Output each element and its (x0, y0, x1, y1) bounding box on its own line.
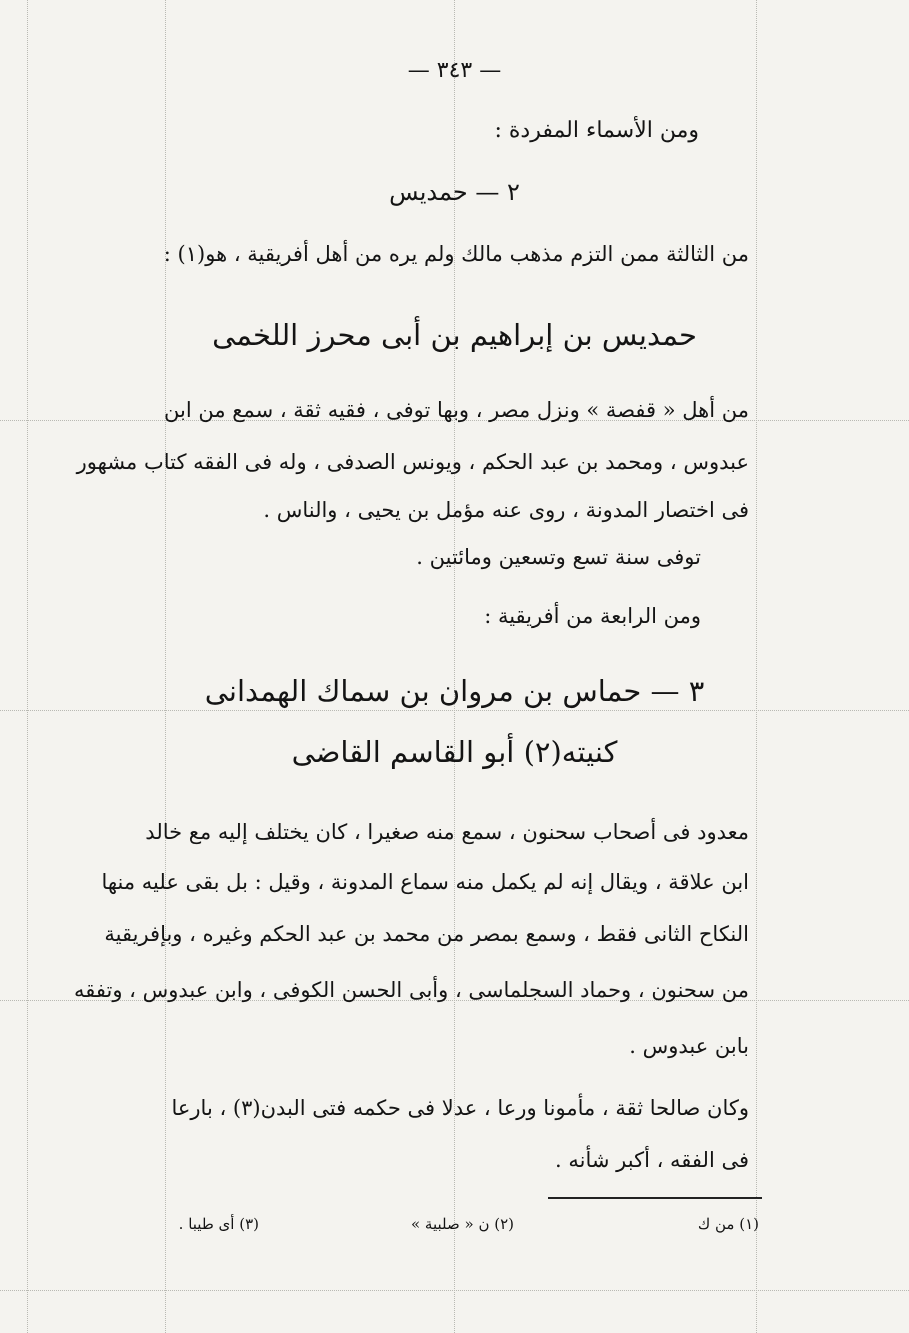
intro-line: من الثالثة ممن التزم مذهب مالك ولم يره من أهل أفريقية ، هو(١) : (163, 242, 749, 266)
bio-line: فى اختصار المدونة ، روى عنه مؤمل بن يحيى ، والناس . (263, 498, 749, 522)
bio-line: وكان صالحا ثقة ، مأمونا ورعا ، عدلا فى حكمه فتى البدن(٣) ، بارعا (171, 1096, 749, 1120)
bio-line: فى الفقه ، أكبر شأنه . (555, 1148, 749, 1172)
bio-line: من سحنون ، وحماد السجلماسى ، وأبى الحسن الكوفى ، وابن عبدوس ، وتفقه (73, 978, 749, 1002)
entry-heading-hamdis: ٢ — حمديس (389, 178, 520, 206)
bio-line: من أهل « قفصة » ونزل مصر ، وبها توفى ، فقيه ثقة ، سمع من ابن (164, 398, 749, 422)
person-title-hamdis: حمديس بن إبراهيم بن أبى محرز اللخمى (212, 318, 697, 352)
bio-line: معدود فى أصحاب سحنون ، سمع منه صغيرا ، كان يختلف إليه مع خالد (145, 820, 749, 844)
footnote-1: (١) من ك (697, 1215, 759, 1233)
fourth-class-heading: ومن الرابعة من أفريقية : (484, 604, 701, 628)
section-heading: ومن الأسماء المفردة : (494, 118, 699, 143)
entry-heading-hammas: ٣ — حماس بن مروان بن سماك الهمدانى (204, 674, 705, 708)
footnote-2: (٢) ن « صلبية » (410, 1215, 514, 1233)
bio-line: بابن عبدوس . (629, 1034, 749, 1058)
footnote-3: (٣) أى طيبا . (178, 1215, 259, 1233)
grid-line (0, 1290, 909, 1291)
bio-line: النكاح الثانى فقط ، وسمع بمصر من محمد بن عبد الحكم وغيره ، وبإفريقية (104, 922, 749, 946)
bio-line: عبدوس ، ومحمد بن عبد الحكم ، ويونس الصدفى ، وله فى الفقه كتاب مشهور (76, 450, 749, 474)
bio-line: ابن علاقة ، ويقال إنه لم يكمل منه سماع المدونة ، وقيل : بل بقى عليه منها (101, 870, 749, 894)
death-line: توفى سنة تسع وتسعين ومائتين . (416, 545, 701, 569)
grid-line (0, 710, 909, 711)
footnote-rule (548, 1197, 762, 1199)
kunya-line: كنيته(٢) أبو القاسم القاضى (291, 735, 618, 769)
page-number: — ٣٤٣ — (407, 58, 502, 83)
